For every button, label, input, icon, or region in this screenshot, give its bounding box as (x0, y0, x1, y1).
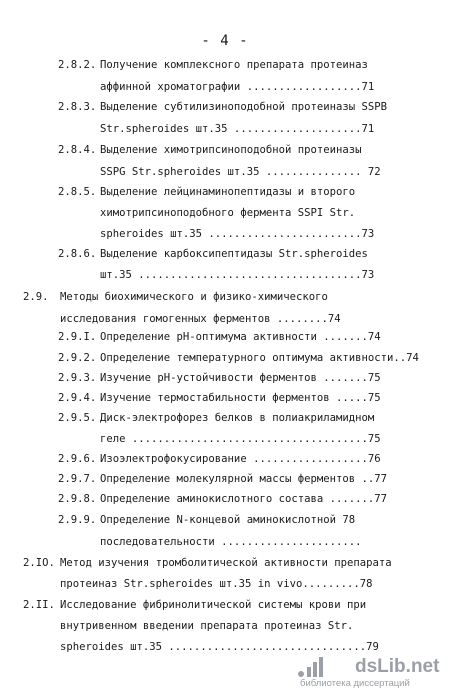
toc-entry-number: 2.9.I. (58, 331, 97, 343)
toc-entry-number: 2.9.9. (58, 514, 97, 526)
toc-entry-number: 2.9.6. (58, 453, 97, 465)
toc-entry-line: Изучение термостабильности ферментов .....75 (100, 392, 381, 404)
toc-entry-number: 2.9.4. (58, 392, 97, 404)
toc-entry-line: SSPG Str.spheroides шт.35 ............... 72 (100, 166, 381, 178)
toc-entry-number: 2.9.7. (58, 473, 97, 485)
toc-entry-line: Выделение карбоксипептидазы Str.spheroides (100, 248, 368, 260)
toc-entry-line: spheroides шт.35 ........................73 (100, 228, 375, 240)
toc-entry-line: Изоэлектрофокусирование ..................76 (100, 453, 381, 465)
toc-entry-number: 2.II. (23, 599, 55, 611)
toc-entry-line: Определение аминокислотного состава .......77 (100, 493, 388, 505)
watermark-brand: dsLib.net (355, 656, 440, 677)
toc-entry-line: Определение молекулярной массы ферментов ..77 (100, 473, 388, 485)
toc-entry-number: 2.IO. (23, 557, 55, 569)
toc-entry-number: 2.8.5. (58, 186, 97, 198)
toc-entry-line: Выделение субтилизиноподобной протеиназы SSPB (100, 101, 388, 113)
toc-entry-line: Определение температурного оптимума активности..74 (100, 352, 419, 364)
toc-entry-line: Определение N-концевой аминокислотной 78 (100, 514, 356, 526)
toc-entry-line: внутривенном введении препарата протеиназ Str. (60, 620, 354, 632)
toc-entry-line: Методы биохимического и физико-химического (60, 291, 328, 303)
toc-entry-number: 2.9.5. (58, 412, 97, 424)
toc-entry-line: Метод изучения тромболитической активности препарата (60, 557, 392, 569)
toc-entry-line: Выделение химотрипсиноподобной протеиназы (100, 144, 362, 156)
toc-entry-number: 2.9.8. (58, 493, 97, 505)
toc-entry-line: Определение рН-оптимума активности .......74 (100, 331, 381, 343)
toc-entry-line: геле .....................................75 (100, 433, 381, 445)
toc-entry-number: 2.8.3. (58, 101, 97, 113)
toc-entry-line: Диск-электрофорез белков в полиакриламидном (100, 412, 375, 424)
toc-entry-line: исследования гомогенных ферментов ........74 (60, 313, 341, 325)
toc-entry-number: 2.9. (23, 291, 49, 303)
toc-entry-number: 2.9.2. (58, 352, 97, 364)
toc-entry-number: 2.8.6. (58, 248, 97, 260)
toc-entry-line: Изучение рН-устойчивости ферментов .......75 (100, 372, 381, 384)
toc-entry-line: протеиназ Str.spheroides шт.35 in vivo.........78 (60, 578, 373, 590)
dslib-logo-icon (297, 657, 353, 679)
page-number: - 4 - (201, 33, 249, 49)
toc-entry-line: spheroides шт.35 ...............................79 (60, 641, 379, 653)
toc-entry-number: 2.8.2. (58, 59, 97, 71)
toc-entry-number: 2.9.3. (58, 372, 97, 384)
toc-entry-line: химотрипсиноподобного фермента SSPI Str. (100, 207, 356, 219)
toc-entry-line: Получение комплексного препарата протеиназ (100, 59, 368, 71)
watermark (297, 656, 442, 688)
toc-entry-line: Выделение лейцинаминопептидазы и второго (100, 186, 356, 198)
watermark-subtitle: библиотека диссертаций (300, 678, 410, 689)
toc-entry-line: Str.spheroides шт.35 ....................71 (100, 123, 375, 135)
toc-entry-line: последовательности ...................... (100, 536, 362, 548)
toc-entry-line: Исследование фибринолитической системы крови при (60, 599, 367, 611)
toc-entry-line: аффинной хроматографии ..................71 (100, 81, 375, 93)
toc-entry-number: 2.8.4. (58, 144, 97, 156)
toc-entry-line: шт.35 ...................................73 (100, 269, 375, 281)
